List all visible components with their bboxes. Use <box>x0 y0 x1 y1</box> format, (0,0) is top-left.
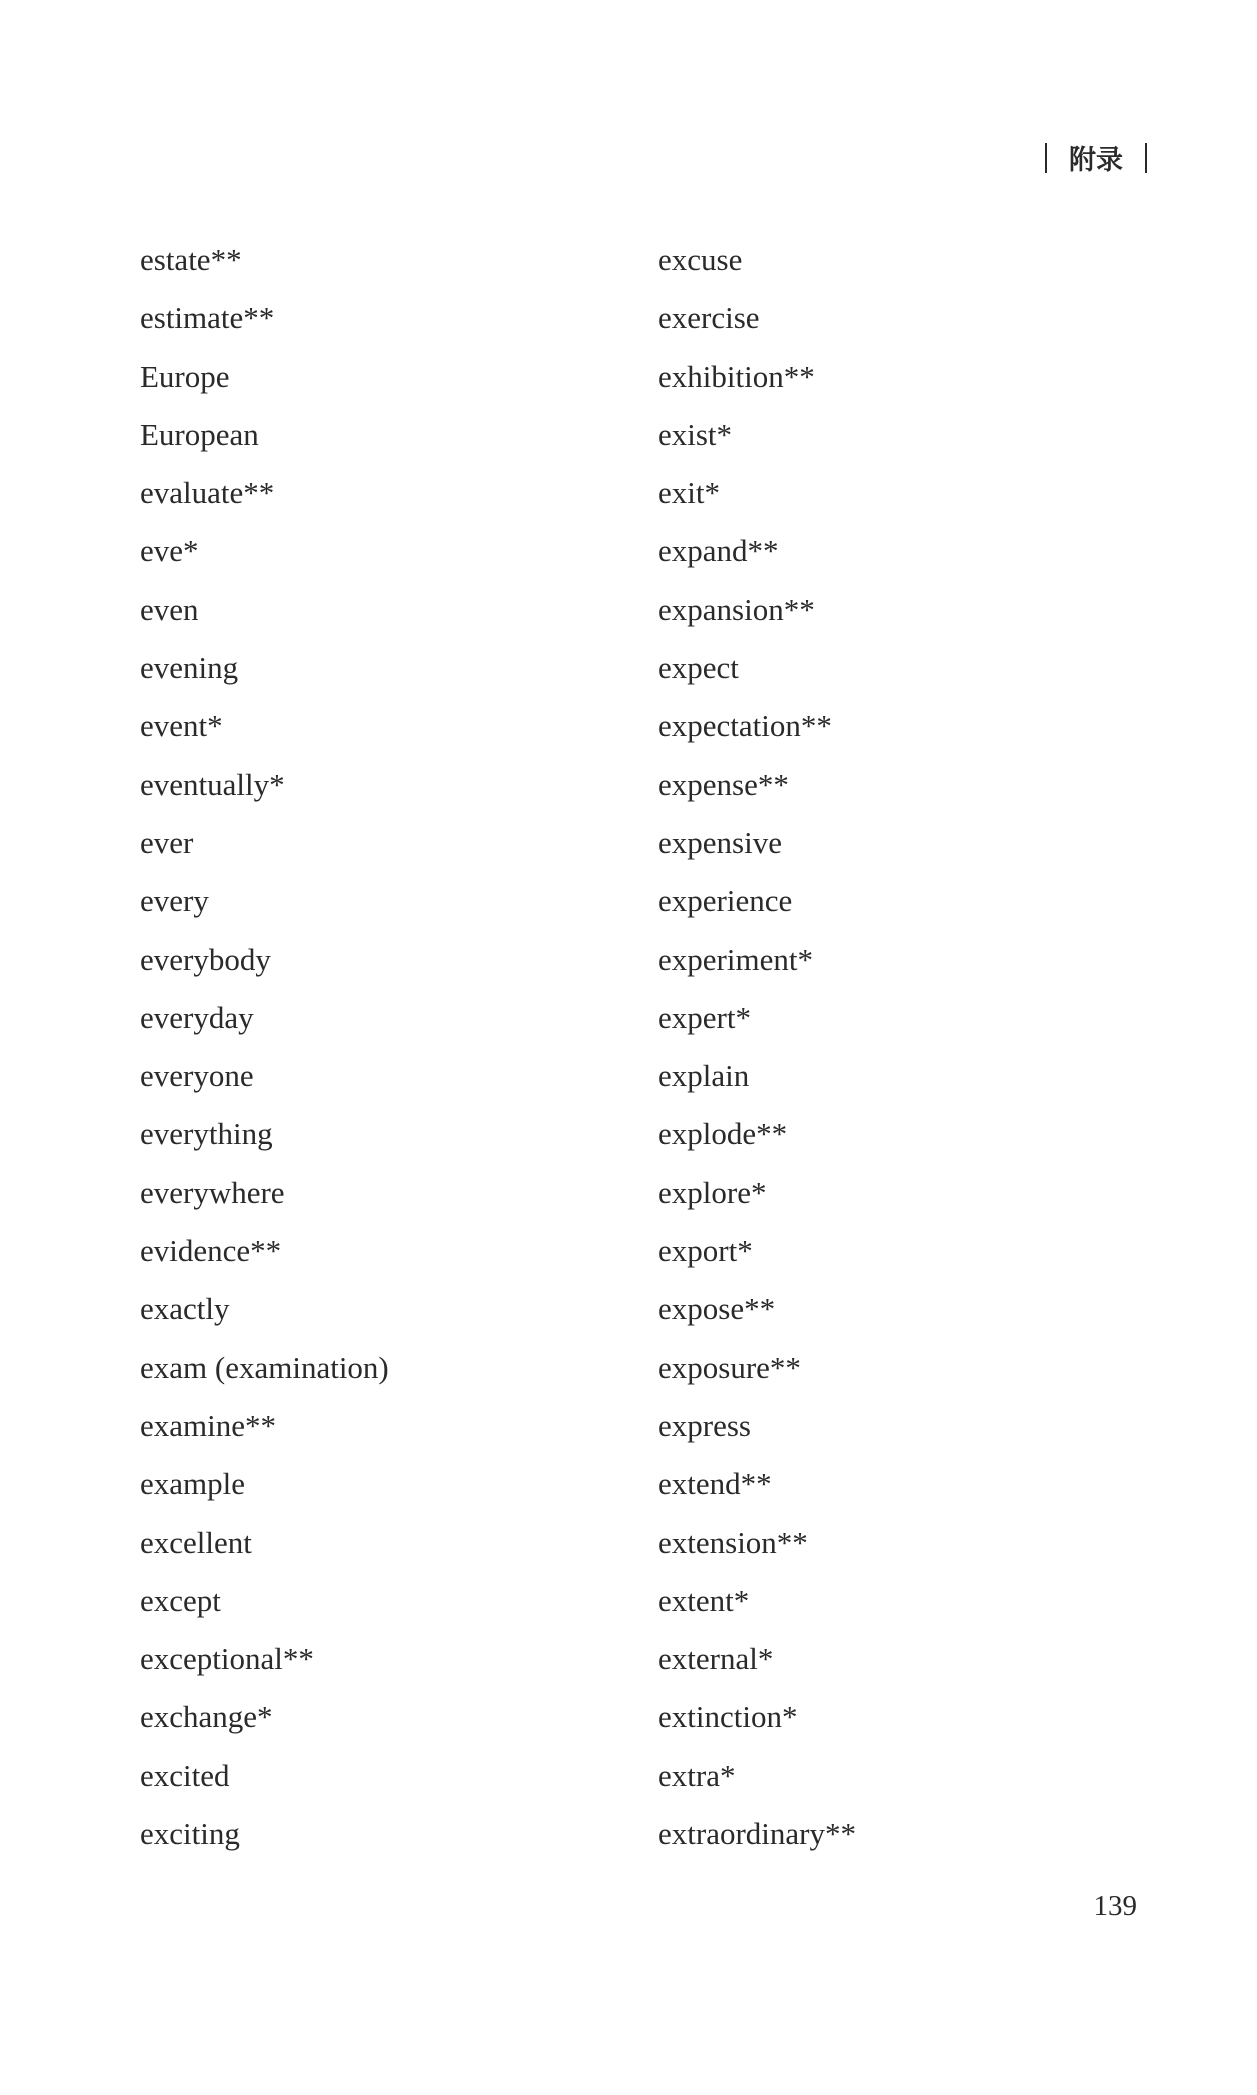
header-left-rule <box>1045 143 1047 173</box>
word-entry: exceptional** <box>140 1641 314 1677</box>
word-entry: evening <box>140 650 239 686</box>
word-entry: exist* <box>658 416 733 452</box>
word-entry: extent* <box>658 1582 750 1618</box>
word-entry: evidence** <box>140 1233 282 1269</box>
word-entry: exit* <box>658 475 720 511</box>
word-entry: Europe <box>140 358 230 394</box>
word-entry: explore* <box>658 1174 767 1210</box>
word-entry: everybody <box>140 941 271 977</box>
word-entry: extraordinary** <box>658 1816 856 1852</box>
word-entry: excuse <box>658 242 743 277</box>
word-entry: extinction* <box>658 1699 798 1735</box>
word-entry: exhibition** <box>658 358 815 394</box>
word-entry: excellent <box>140 1524 252 1560</box>
word-entry: export* <box>658 1233 753 1269</box>
word-entry: except <box>140 1582 221 1618</box>
header-right-rule <box>1145 143 1147 173</box>
word-entry: exam (examination) <box>140 1349 389 1385</box>
word-entry: estimate** <box>140 300 275 336</box>
word-entry: extension** <box>658 1524 808 1560</box>
header-section-title: 附录 <box>1069 145 1123 176</box>
word-entry: expense** <box>658 766 789 802</box>
word-entry: external* <box>658 1641 774 1677</box>
word-entry: express <box>658 1407 751 1443</box>
word-list-left-column <box>140 240 389 1872</box>
word-entry: eve* <box>140 533 199 569</box>
word-entry: explode** <box>658 1116 788 1152</box>
word-entry: expand** <box>658 533 779 569</box>
word-entry: exciting <box>140 1816 240 1852</box>
word-entry: expect <box>658 650 739 686</box>
word-entry: estate** <box>140 242 242 277</box>
word-entry: everything <box>140 1116 273 1152</box>
word-entry: ever <box>140 824 194 860</box>
word-entry: event* <box>140 708 223 744</box>
word-entry: European <box>140 416 259 452</box>
word-entry: experience <box>658 883 793 919</box>
word-list-right-column <box>658 240 856 1872</box>
word-entry: examine** <box>140 1407 277 1443</box>
word-entry: expose** <box>658 1291 776 1327</box>
word-entry: exposure** <box>658 1349 801 1385</box>
word-entry: eventually* <box>140 766 285 802</box>
page-number: 139 <box>1093 1890 1137 1922</box>
word-entry: everywhere <box>140 1174 285 1210</box>
word-entry: even <box>140 591 199 627</box>
word-entry: explain <box>658 1058 750 1094</box>
word-entry: exercise <box>658 300 760 336</box>
word-entry: exchange* <box>140 1699 273 1735</box>
word-entry: extend** <box>658 1466 772 1502</box>
word-entry: everyday <box>140 999 254 1035</box>
word-entry: expensive <box>658 824 782 860</box>
word-entry: excited <box>140 1757 230 1793</box>
word-entry: experiment* <box>658 941 813 977</box>
word-entry: everyone <box>140 1058 254 1094</box>
word-entry: exactly <box>140 1291 230 1327</box>
running-header <box>1045 138 1147 177</box>
word-entry: example <box>140 1466 246 1502</box>
word-entry: expansion** <box>658 591 815 627</box>
word-entry: expectation** <box>658 708 832 744</box>
word-entry: extra* <box>658 1757 736 1793</box>
word-entry: evaluate** <box>140 475 275 511</box>
word-entry: expert* <box>658 999 751 1035</box>
word-entry: every <box>140 883 209 919</box>
